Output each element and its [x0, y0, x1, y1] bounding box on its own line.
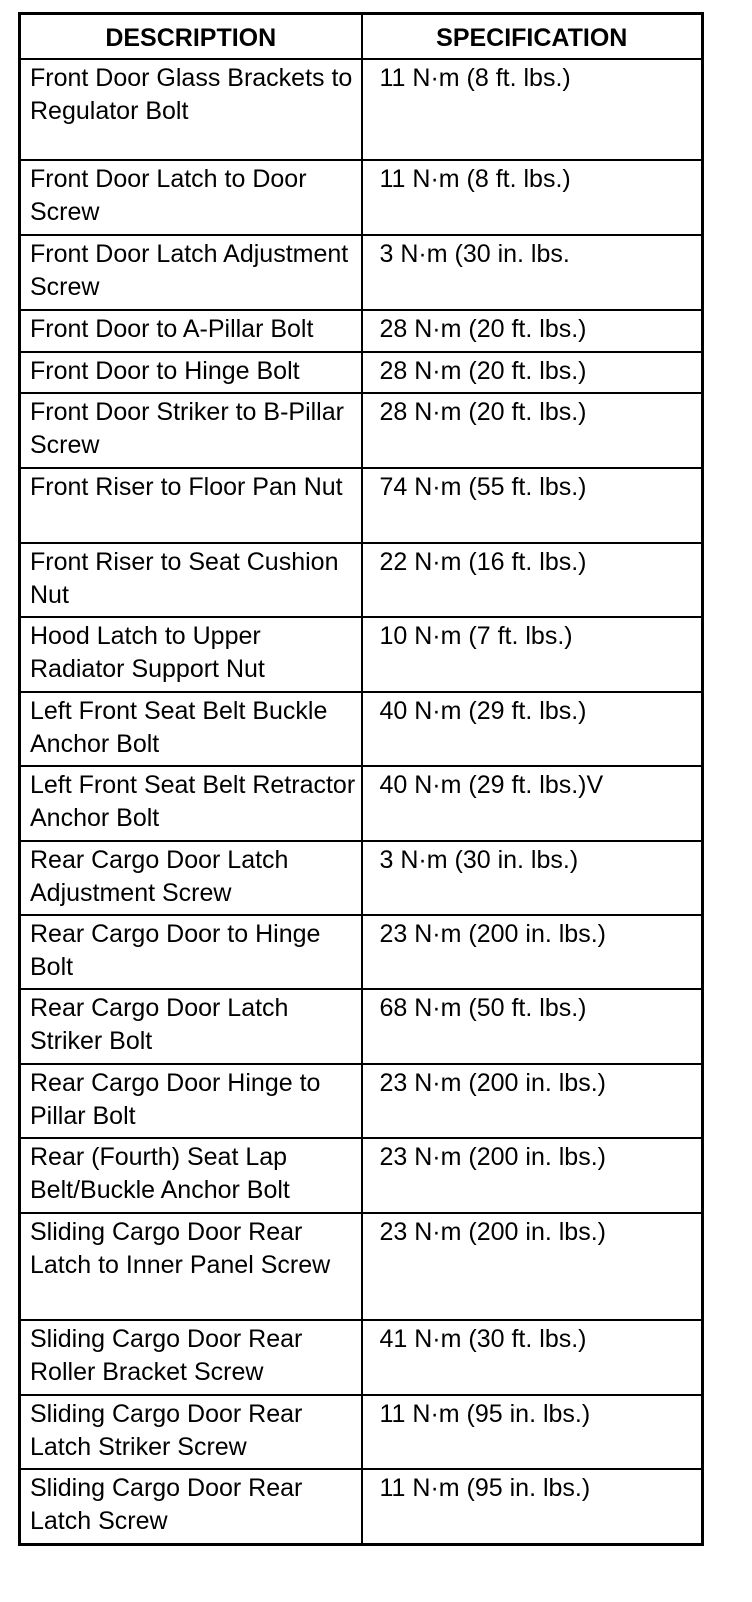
description-cell: Front Door Glass Brackets to Regulator Bolt: [20, 59, 362, 160]
table-row: [20, 468, 703, 543]
table-row: [20, 766, 703, 841]
description-cell: Front Door to Hinge Bolt: [20, 352, 362, 393]
specification-cell: 28 N·m (20 ft. lbs.): [362, 352, 703, 393]
table-row: [20, 1213, 703, 1320]
table-row: [20, 1138, 703, 1213]
specification-cell: 40 N·m (29 ft. lbs.)V: [362, 766, 703, 841]
specification-cell: 74 N·m (55 ft. lbs.): [362, 468, 703, 543]
table-row: [20, 617, 703, 692]
column-header-specification: SPECIFICATION: [362, 14, 703, 60]
description-cell: Hood Latch to Upper Radiator Support Nut: [20, 617, 362, 692]
description-cell: Front Door Latch Adjustment Screw: [20, 235, 362, 310]
table-row: [20, 393, 703, 468]
table-row: [20, 1469, 703, 1544]
specification-cell: 28 N·m (20 ft. lbs.): [362, 393, 703, 468]
table-row: [20, 1064, 703, 1138]
table-row: [20, 989, 703, 1064]
description-cell: Sliding Cargo Door Rear Latch Screw: [20, 1469, 362, 1544]
description-cell: Rear Cargo Door Latch Striker Bolt: [20, 989, 362, 1064]
specification-cell: 3 N·m (30 in. lbs.: [362, 235, 703, 310]
specification-cell: 23 N·m (200 in. lbs.): [362, 1138, 703, 1213]
specification-cell: 11 N·m (95 in. lbs.): [362, 1395, 703, 1469]
table-row: [20, 352, 703, 393]
specification-cell: 68 N·m (50 ft. lbs.): [362, 989, 703, 1064]
specification-cell: 11 N·m (8 ft. lbs.): [362, 59, 703, 160]
specification-cell: 10 N·m (7 ft. lbs.): [362, 617, 703, 692]
header-row: [20, 14, 703, 60]
description-cell: Rear Cargo Door Latch Adjustment Screw: [20, 841, 362, 915]
description-cell: Sliding Cargo Door Rear Roller Bracket Screw: [20, 1320, 362, 1395]
description-cell: Rear (Fourth) Seat Lap Belt/Buckle Anchor Bolt: [20, 1138, 362, 1213]
specification-cell: 3 N·m (30 in. lbs.): [362, 841, 703, 915]
description-cell: Left Front Seat Belt Retractor Anchor Bolt: [20, 766, 362, 841]
table-row: [20, 841, 703, 915]
specification-cell: 40 N·m (29 ft. lbs.): [362, 692, 703, 766]
table-row: [20, 59, 703, 160]
table-row: [20, 1320, 703, 1395]
column-header-description: DESCRIPTION: [20, 14, 362, 60]
description-cell: Sliding Cargo Door Rear Latch Striker Screw: [20, 1395, 362, 1469]
torque-spec-table: [18, 12, 704, 1546]
description-cell: Left Front Seat Belt Buckle Anchor Bolt: [20, 692, 362, 766]
table-row: [20, 160, 703, 235]
description-cell: Rear Cargo Door Hinge to Pillar Bolt: [20, 1064, 362, 1138]
description-cell: Front Riser to Seat Cushion Nut: [20, 543, 362, 617]
description-cell: Sliding Cargo Door Rear Latch to Inner Panel Screw: [20, 1213, 362, 1320]
specification-cell: 23 N·m (200 in. lbs.): [362, 915, 703, 989]
specification-cell: 28 N·m (20 ft. lbs.): [362, 310, 703, 352]
description-cell: Front Riser to Floor Pan Nut: [20, 468, 362, 543]
description-cell: Front Door Striker to B-Pillar Screw: [20, 393, 362, 468]
table-row: [20, 543, 703, 617]
table-row: [20, 310, 703, 352]
table-row: [20, 692, 703, 766]
table-row: [20, 235, 703, 310]
specification-cell: 22 N·m (16 ft. lbs.): [362, 543, 703, 617]
table-body: [20, 59, 703, 1544]
table-row: [20, 915, 703, 989]
specification-cell: 11 N·m (95 in. lbs.): [362, 1469, 703, 1544]
description-cell: Front Door to A-Pillar Bolt: [20, 310, 362, 352]
description-cell: Rear Cargo Door to Hinge Bolt: [20, 915, 362, 989]
specification-cell: 41 N·m (30 ft. lbs.): [362, 1320, 703, 1395]
specification-cell: 11 N·m (8 ft. lbs.): [362, 160, 703, 235]
description-cell: Front Door Latch to Door Screw: [20, 160, 362, 235]
specification-cell: 23 N·m (200 in. lbs.): [362, 1213, 703, 1320]
specification-cell: 23 N·m (200 in. lbs.): [362, 1064, 703, 1138]
table-row: [20, 1395, 703, 1469]
